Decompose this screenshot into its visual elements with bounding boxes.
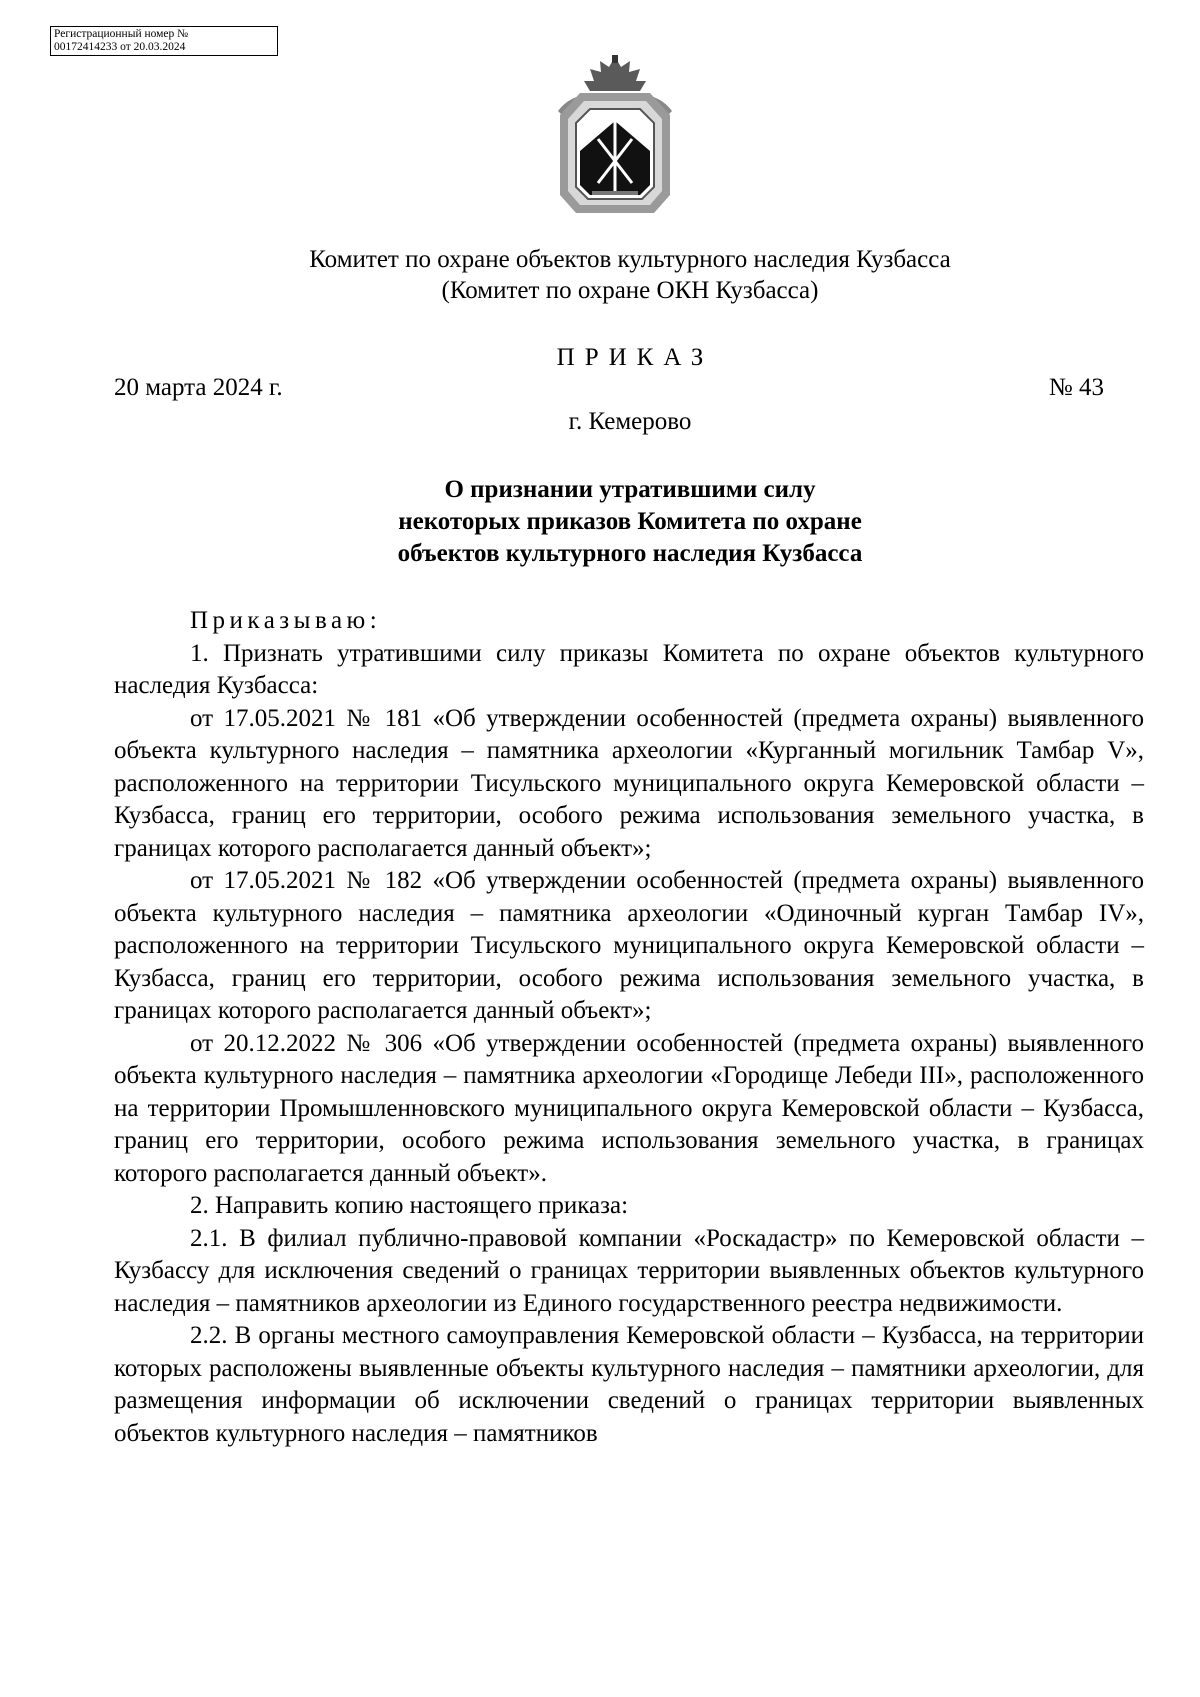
coat-of-arms-icon xyxy=(550,55,680,220)
paragraph-order-182: от 17.05.2021 № 182 «Об утверждении особенностей (предмета охраны) выявленного объекта культурного наследия – памятника археологии «Одиночный курган Тамбар IV», расположенного на территории Тисульского муниципального округа Кемеровской области – Кузбасса, границ его территории, особого режима использования земельного участка, в границах которого располагается данный объект»; xyxy=(114,867,1144,1024)
document-number: № 43 xyxy=(1048,374,1104,401)
document-city: г. Кемерово xyxy=(568,408,692,435)
order-word: Приказываю: xyxy=(190,607,382,634)
title-line-1: О признании утратившими силу xyxy=(444,476,816,503)
paragraph-order-306: от 20.12.2022 № 306 «Об утверждении особенностей (предмета охраны) выявленного объекта культурного наследия – памятника археологии «Городище Лебеди III», расположенного на территории Промышленновского муниципального округа Кемеровской области – Кузбасса, границ его территории, особого режима использования земельного участка, в границах которого располагается данный объект». xyxy=(114,1029,1144,1187)
paragraph-order-181: от 17.05.2021 № 181 «Об утверждении особенностей (предмета охраны) выявленного объекта культурного наследия – памятника археологии «Курганный могильник Тамбар V», расположенного на территории Тисульского муниципального округа Кемеровской области – Кузбасса, границ его территории, особого режима использования земельного участка, в границах которого располагается данный объект»; xyxy=(114,704,1144,862)
paragraph-2: 2. Направить копию настоящего приказа: xyxy=(190,1192,629,1219)
organization-name: Комитет по охране объектов культурного наследия Кузбасса xyxy=(309,246,951,273)
paragraph-2-1: 2.1. В филиал публично-правовой компании «Роскадастр» по Кемеровской области – Кузбассу для исключения сведений о границах территории выявленных объектов культурного наследия – памятников археологии из Единого государственного реестра недвижимости. xyxy=(114,1224,1144,1317)
registration-line-2: 00172414233 от 20.03.2024 xyxy=(54,40,186,53)
paragraph-2-2: 2.2. В органы местного самоуправления Кемеровской области – Кузбасса, на территории которых расположены выявленные объекты культурного наследия – памятники археологии, для размещения информации об исключении сведений о границах территории выявленных объектов культурного наследия – памятников xyxy=(114,1322,1144,1447)
registration-stamp xyxy=(50,26,278,56)
document-title xyxy=(0,474,1200,570)
organization-short-name: (Комитет по охране ОКН Кузбасса) xyxy=(441,277,819,304)
document-date: 20 марта 2024 г. xyxy=(114,374,283,401)
title-line-2: некоторых приказов Комитета по охране xyxy=(398,508,862,535)
registration-line-1: Регистрационный номер № xyxy=(54,28,189,40)
document-type: ПРИКАЗ xyxy=(556,344,714,371)
title-line-3: объектов культурного наследия Кузбасса xyxy=(397,540,863,567)
paragraph-1: 1. Признать утратившими силу приказы Комитета по охране объектов культурного наследия Кузбасса: xyxy=(114,639,1144,699)
document-body xyxy=(114,605,1144,1450)
